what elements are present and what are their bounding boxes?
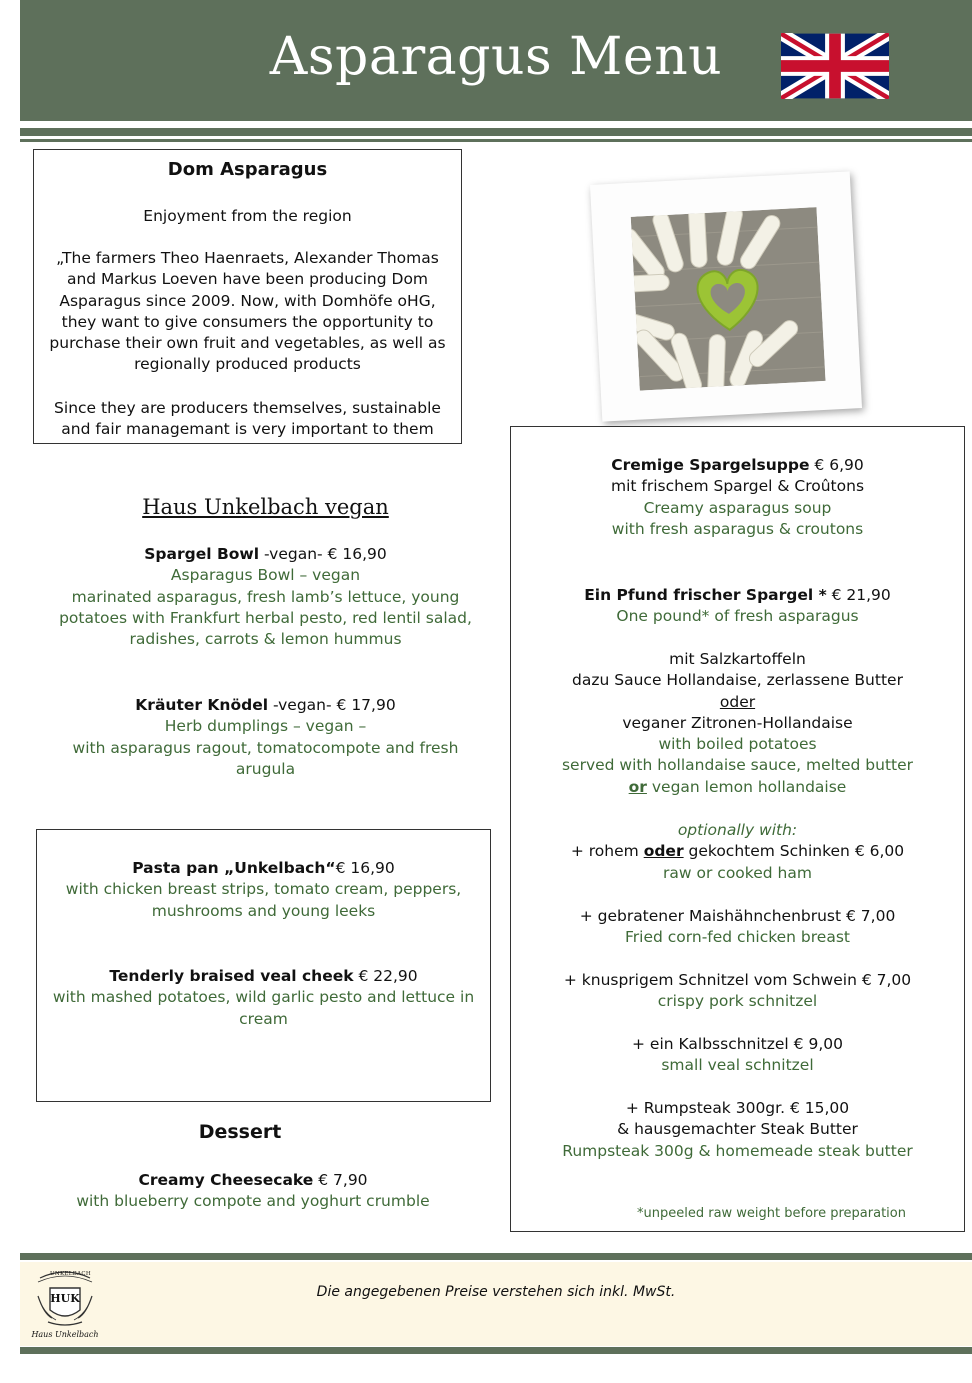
menu-item-english: with blueberry compote and yoghurt crumble (76, 1192, 430, 1211)
menu-item-english: with chicken breast strips, tomato cream, peppers, (65, 880, 462, 899)
option-text: & hausgemachter Steak Butter (617, 1120, 858, 1139)
menu-item-english: with fresh asparagus & croutons (611, 519, 864, 538)
menu-item-soup (511, 455, 964, 540)
text-line: regionally produced products (134, 355, 361, 374)
sides-english: served with hollandaise sauce, melted butter (561, 756, 914, 775)
dessert-title: Dessert (198, 1121, 282, 1143)
sides-english (511, 777, 964, 798)
menu-item-tag: -vegan- (259, 545, 323, 563)
option-text: + ein Kalbsschnitzel € 9,00 (632, 1035, 843, 1053)
option-steak (511, 1098, 964, 1162)
menu-item-english: Creamy asparagus soup (643, 498, 832, 517)
option-schnitzel (511, 970, 964, 1013)
menu-item-price: € 7,90 (313, 1171, 368, 1189)
menu-item-name: Ein Pfund frischer Spargel * (584, 586, 827, 604)
menu-item-name: Cremige Spargelsuppe (611, 456, 810, 474)
menu-item-english: with mashed potatoes, wild garlic pesto and lettuce in (52, 988, 475, 1007)
sides-english-text: vegan lemon hollandaise (646, 777, 847, 796)
logo-ribbon-text: UNKELBACH (50, 1271, 91, 1277)
menu-item-english: Herb dumplings – vegan – (164, 717, 367, 736)
optional-label: optionally with: (677, 821, 798, 839)
vegan-section-title: Haus Unkelbach vegan (142, 495, 389, 519)
vegan-item-spargel-bowl (33, 544, 498, 650)
menu-item-name: Kräuter Knödel (135, 696, 269, 714)
sides-german-oder: oder (719, 692, 756, 711)
sides-german: veganer Zitronen-Hollandaise (622, 713, 853, 732)
dom-asparagus-paragraph-2 (34, 398, 461, 441)
menu-item-heading (37, 858, 490, 879)
sides-german: dazu Sauce Hollandaise, zerlassene Butter (572, 671, 903, 690)
menu-item-heading (511, 455, 964, 476)
vat-note: Die angegebenen Preise verstehen sich inkl. MwSt. (316, 1284, 676, 1300)
menu-item-english: arugula (235, 759, 296, 778)
footer-rule (20, 1253, 972, 1260)
menu-item-english: potatoes with Frankfurt herbal pesto, red lentil salad, (59, 608, 472, 627)
menu-item-tag: -vegan- (268, 696, 332, 714)
option-ham (511, 841, 964, 862)
option-english: crispy pork schnitzel (657, 992, 818, 1011)
menu-item-heading (511, 585, 964, 606)
option-text: + knusprigem Schnitzel vom Schwein € 7,00 (563, 971, 912, 989)
dom-asparagus-box (33, 149, 462, 444)
sides-german: mit Salzkartoffeln (669, 650, 806, 668)
text-line: and Markus Loeven have been producing Dom (66, 270, 429, 289)
text-line: Since they are producers themselves, sustainable (54, 399, 441, 417)
menu-item-heading (33, 544, 498, 565)
menu-item-pasta-pan (37, 858, 490, 922)
menu-item-german: mit frischem Spargel & Croûtons (610, 477, 865, 496)
menu-item-veal-cheek (37, 966, 490, 1030)
footnote: *unpeeled raw weight before preparation (637, 1206, 906, 1221)
header-rule-thin (20, 139, 972, 142)
menu-item-name: Tenderly braised veal cheek (109, 967, 354, 985)
menu-item-english: cream (239, 1009, 288, 1028)
option-veal (511, 1034, 964, 1077)
menu-item-name: Pasta pan „Unkelbach“ (132, 859, 336, 877)
sides-english-or: or (628, 777, 647, 796)
option-english: small veal schnitzel (661, 1056, 814, 1075)
menu-item-english: One pound* of fresh asparagus (616, 607, 859, 626)
uk-flag-icon (781, 33, 889, 99)
option-english: raw or cooked ham (663, 863, 812, 882)
option-text: + gebratener Maishähnchenbrust € 7,00 (579, 907, 896, 925)
menu-item-english: mushrooms and young leeks (151, 901, 376, 920)
optional-block (511, 820, 964, 884)
logo-initials: HUK (50, 1292, 80, 1305)
menu-item-name: Creamy Cheesecake (138, 1171, 314, 1189)
menu-item-heading (33, 695, 498, 716)
option-english: Rumpsteak 300g & homemeade steak butter (562, 1141, 913, 1160)
header-rule (20, 128, 972, 136)
menu-item-price: € 16,90 (322, 545, 387, 563)
menu-item-english: Asparagus Bowl – vegan (170, 566, 361, 585)
sides-block (511, 649, 964, 798)
menu-item-pound-asparagus (511, 585, 964, 628)
menu-item-price: € 6,90 (809, 456, 864, 474)
dom-asparagus-title: Dom Asparagus (167, 159, 328, 180)
dom-asparagus-paragraph-1 (34, 248, 461, 376)
menu-item-price: € 22,90 (353, 967, 418, 985)
option-oder: oder (643, 842, 684, 861)
menu-item-price: € 21,90 (826, 586, 891, 604)
footer-band (20, 1262, 972, 1346)
logo-script: Haus Unkelbach (31, 1330, 99, 1339)
option-english: Fried corn-fed chicken breast (625, 928, 850, 947)
menu-item-price: € 17,90 (331, 696, 396, 714)
vegan-item-kraeuter-knoedel (33, 695, 498, 780)
text-line: „The farmers Theo Haenraets, Alexander Thomas (56, 249, 439, 267)
asparagus-photo (590, 171, 862, 421)
text-line: Asparagus since 2009. Now, with Domhöfe oHG, (59, 291, 436, 310)
option-text: + rohem (570, 842, 644, 861)
mains-box (36, 829, 491, 1102)
option-chicken (511, 906, 964, 949)
menu-item-heading (33, 1170, 473, 1191)
haus-unkelbach-logo (30, 1266, 100, 1344)
menu-item-english: with asparagus ragout, tomatocompote and fresh (72, 738, 459, 757)
option-text: gekochtem Schinken € 6,00 (683, 842, 905, 861)
dom-asparagus-subtitle: Enjoyment from the region (143, 207, 352, 225)
footer-rule-bottom (20, 1347, 972, 1354)
asparagus-main-box (510, 426, 965, 1232)
menu-item-english: radishes, carrots & lemon hummus (129, 630, 402, 649)
sides-english: with boiled potatoes (658, 735, 817, 754)
menu-item-cheesecake (33, 1170, 473, 1213)
option-text: + Rumpsteak 300gr. € 15,00 (625, 1099, 850, 1117)
menu-item-price: € 16,90 (335, 859, 395, 877)
text-line: and fair managemant is very important to them (61, 420, 434, 439)
menu-item-name: Spargel Bowl (144, 545, 260, 563)
text-line: they want to give consumers the opportunity to (61, 312, 434, 331)
page-title: Asparagus Menu (269, 27, 723, 87)
menu-item-english: marinated asparagus, fresh lamb’s lettuce, young (71, 587, 460, 606)
text-line: purchase their own fruit and vegetables, as well as (49, 334, 446, 353)
asparagus-heart-image (631, 207, 826, 390)
menu-item-heading (37, 966, 490, 987)
